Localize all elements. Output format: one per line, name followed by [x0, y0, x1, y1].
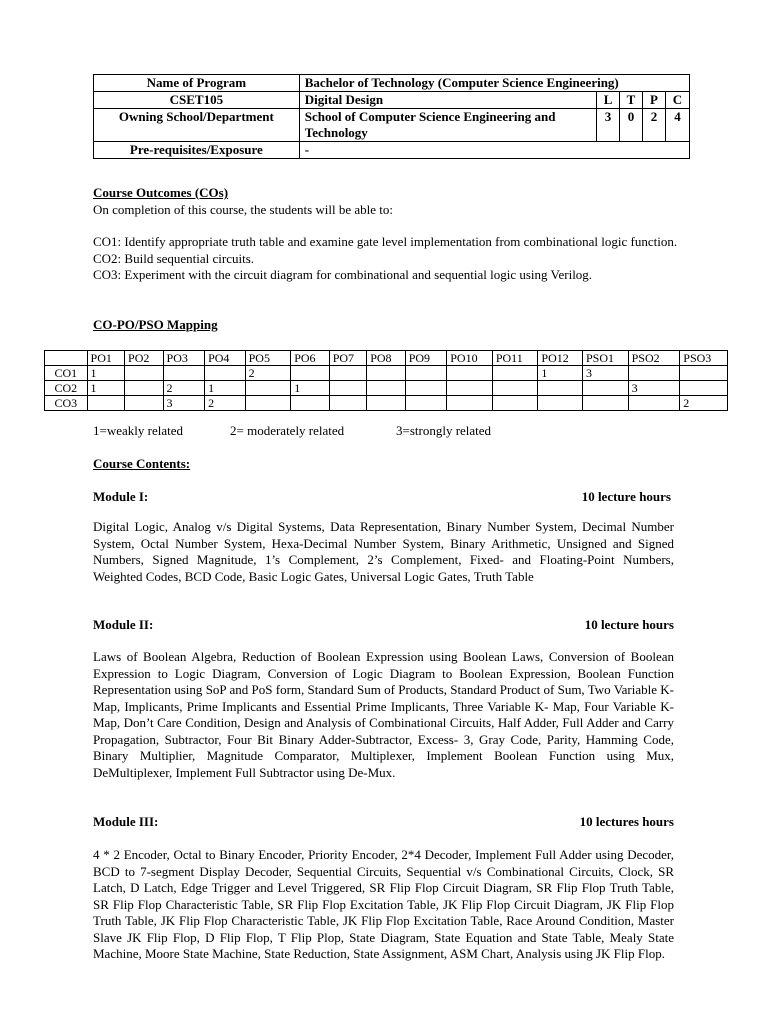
mapping-cell: [447, 366, 493, 381]
mapping-cell: [329, 366, 366, 381]
co-po-mapping-table: [44, 350, 728, 411]
mapping-cell: [367, 381, 406, 396]
mapping-cell: 3: [628, 381, 680, 396]
school-value: School of Computer Science Engineering and Technology: [299, 109, 596, 142]
program-label: Name of Program: [94, 75, 300, 92]
module-2-text: Laws of Boolean Algebra, Reduction of Boolean Expression using Boolean Laws, Conversion of Boolean Expression to Logic Diagram, Conversion of Logic Diagram to Boolean Expression, Boolean Function Representation using SoP and PoS form, Standard Sum of Products, Standard Product of Sum, Two Variable K-Map, Implicants, Prime Implicants and Essential Prime Implicants, Three Variable K- Map, Four Variable K-Map, Don’t Care Condition, Design and Analysis of Combinational Circuits, Half Adder, Full Adder and Carry Propagation, Subtractor, Four Bit Binary Adder-Subtractor, Excess- 3, Gray Code, Parity, Hamming Code, Binary Multiplier, Magnitude Comparator, Multiplexer, Implement Boolean Function using Mux, DeMultiplexer, Implement Full Subtractor using De-Mux.: [93, 649, 674, 780]
ltpc-header-p: P: [643, 92, 666, 109]
mapping-column-header: PO5: [245, 351, 291, 366]
mapping-cell: [583, 381, 629, 396]
course-row: [94, 92, 690, 109]
mapping-cell: [680, 381, 728, 396]
ltpc-value-c: 4: [665, 109, 689, 142]
school-row: [94, 109, 690, 142]
mapping-column-header: PO2: [125, 351, 164, 366]
school-label: Owning School/Department: [94, 109, 300, 142]
mapping-cell: [367, 396, 406, 411]
mapping-column-header: PO11: [492, 351, 538, 366]
mapping-cell: 2: [163, 381, 205, 396]
mapping-cell: [492, 366, 538, 381]
mapping-cell: [205, 366, 246, 381]
mapping-column-header: PO12: [538, 351, 583, 366]
mapping-column-header: PO10: [447, 351, 493, 366]
program-info-table: [93, 74, 690, 159]
ltpc-header-c: C: [665, 92, 689, 109]
course-title: Digital Design: [299, 92, 596, 109]
mapping-cell: [538, 381, 583, 396]
module-3-hours: 10 lectures hours: [579, 814, 674, 829]
program-value: Bachelor of Technology (Computer Science Engineering): [299, 75, 689, 92]
module-2-title: Module II:: [93, 617, 154, 632]
mapping-row: [45, 396, 728, 411]
mapping-cell: 1: [205, 381, 246, 396]
mapping-cell: [329, 396, 366, 411]
mapping-cell: [583, 396, 629, 411]
mapping-row-label: CO3: [45, 396, 88, 411]
mapping-cell: [125, 381, 164, 396]
mapping-cell: [329, 381, 366, 396]
mapping-cell: [492, 381, 538, 396]
mapping-cell: 3: [583, 366, 629, 381]
module-1-text: Digital Logic, Analog v/s Digital Systems, Data Representation, Binary Number System, Decimal Number System, Octal Number System, Hexa-Decimal Number System, Binary Arithmetic, Unsigned and Signed Numbers, Signed Magnitude, 1’s Complement, 2’s Complement, Fixed- and Floating-Point Numbers, Weighted Codes, BCD Code, Basic Logic Gates, Universal Logic Gates, Truth Table: [93, 519, 674, 584]
mapping-cell: [163, 366, 205, 381]
mapping-cell: [492, 396, 538, 411]
mapping-row-label: CO2: [45, 381, 88, 396]
contents-heading: Course Contents:: [93, 456, 191, 471]
mapping-cell: 1: [87, 381, 124, 396]
outcome-list: [93, 234, 683, 284]
legend-strong: 3=strongly related: [396, 423, 492, 438]
mapping-column-header: PO3: [163, 351, 205, 366]
ltpc-value-t: 0: [620, 109, 643, 142]
course-code: CSET105: [94, 92, 300, 109]
module-1-hours: 10 lecture hours: [581, 489, 671, 504]
mapping-cell: [628, 366, 680, 381]
module-2-header: [93, 617, 674, 633]
mapping-cell: [125, 396, 164, 411]
mapping-cell: [405, 396, 447, 411]
mapping-row: [45, 381, 728, 396]
mapping-cell: [447, 396, 493, 411]
mapping-cell: [405, 366, 447, 381]
mapping-column-header: PO4: [205, 351, 246, 366]
outcomes-heading: Course Outcomes (COs): [93, 185, 229, 200]
mapping-cell: [245, 381, 291, 396]
ltpc-header-l: L: [597, 92, 620, 109]
legend-weak: 1=weakly related: [93, 423, 183, 438]
mapping-column-header: PO7: [329, 351, 366, 366]
mapping-cell: 2: [205, 396, 246, 411]
outcome-item-co1: CO1: Identify appropriate truth table and examine gate level implementation from combinational logic function.: [93, 234, 678, 249]
outcome-item-co3: CO3: Experiment with the circuit diagram for combinational and sequential logic using Verilog.: [93, 267, 593, 282]
legend-moderate: 2= moderately related: [230, 423, 345, 438]
mapping-column-header: PO8: [367, 351, 406, 366]
mapping-cell: [367, 366, 406, 381]
outcomes-intro: On completion of this course, the students will be able to:: [93, 202, 394, 217]
mapping-column-header: PO1: [87, 351, 124, 366]
mapping-header-row: [45, 351, 728, 366]
mapping-cell: [291, 366, 330, 381]
mapping-row: [45, 366, 728, 381]
prereq-value: -: [299, 142, 689, 159]
mapping-cell: 1: [87, 366, 124, 381]
module-3-title: Module III:: [93, 814, 159, 829]
module-1-header: [93, 489, 674, 505]
mapping-cell: 3: [163, 396, 205, 411]
mapping-heading: CO-PO/PSO Mapping: [93, 317, 218, 332]
mapping-cell: [405, 381, 447, 396]
mapping-column-header: PO6: [291, 351, 330, 366]
ltpc-value-l: 3: [597, 109, 620, 142]
mapping-cell: [680, 366, 728, 381]
mapping-cell: [447, 381, 493, 396]
mapping-column-header: PSO2: [628, 351, 680, 366]
mapping-cell: 2: [680, 396, 728, 411]
mapping-cell: 1: [538, 366, 583, 381]
ltpc-header-t: T: [620, 92, 643, 109]
prereq-label: Pre-requisites/Exposure: [94, 142, 300, 159]
mapping-row-label: CO1: [45, 366, 88, 381]
module-1-title: Module I:: [93, 489, 149, 504]
ltpc-value-p: 2: [643, 109, 666, 142]
mapping-cell: [291, 396, 330, 411]
mapping-cell: 2: [245, 366, 291, 381]
module-3-text: 4 * 2 Encoder, Octal to Binary Encoder, Priority Encoder, 2*4 Decoder, Implement Full Adder using Decoder, BCD to 7-segment Display Decoder, Sequential Circuits, Sequential v/s Combinational Circuits, Clock, SR Latch, D Latch, Edge Trigger and Level Triggered, SR Flip Flop Circuit Diagram, SR Flip Flop Truth Table, SR Flip Flop Characteristic Table, SR Flip Flop Excitation Table, JK Flip Flop Circuit Diagram, JK Flip Flop Truth Table, JK Flip Flop Characteristic Table, JK Flip Flop Excitation Table, Race Around Condition, Master Slave JK Flip Flop, D Flip Flop, T Flip Plop, State Diagram, State Equation and State Table, Mealy State Machine, Moore State Machine, State Reduction, State Assignment, ASM Chart, Analysis using JK Flip Flop.: [93, 847, 674, 961]
module-2-hours: 10 lecture hours: [584, 617, 674, 632]
outcome-item-co2: CO2: Build sequential circuits.: [93, 250, 255, 266]
mapping-cell: [87, 396, 124, 411]
mapping-column-header: PO9: [405, 351, 447, 366]
mapping-column-header: PSO1: [583, 351, 629, 366]
mapping-cell: [245, 396, 291, 411]
mapping-cell: [538, 396, 583, 411]
mapping-cell: [125, 366, 164, 381]
module-3-header: [93, 814, 674, 830]
program-row: [94, 75, 690, 92]
mapping-corner-cell: [45, 351, 88, 366]
prereq-row: [94, 142, 690, 159]
mapping-cell: 1: [291, 381, 330, 396]
mapping-column-header: PSO3: [680, 351, 728, 366]
mapping-cell: [628, 396, 680, 411]
